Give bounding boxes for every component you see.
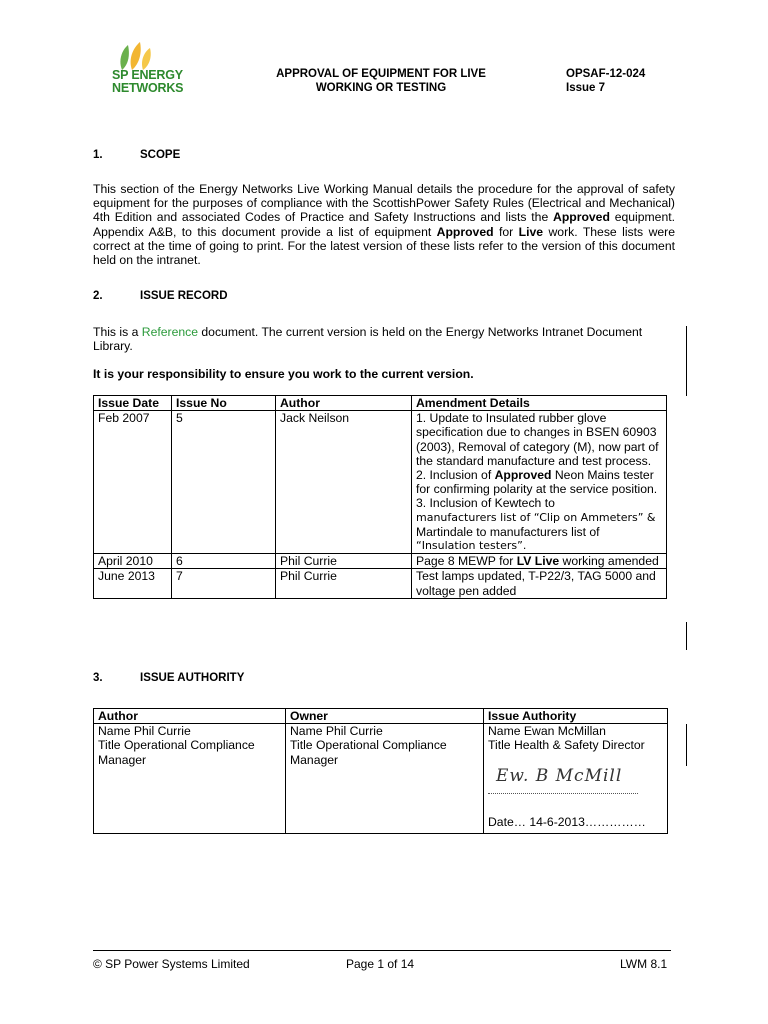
issue-record-paragraph: This is a Reference document. The current version is held on the Energy Networks Intranet Document Library.	[93, 325, 643, 354]
table-row: Feb 2007 5 Jack Neilson 1. Update to Insulated rubber glove specification due to changes in BSEN 60903 (2003), Removal of category (M), now part of the standard manufacture and test process. 2. Inclusion of Approved Neon Mains tester for confirming polarity at the service position. 3. Inclusion of Kewtech to manufacturers list of “Clip on Ammeters” & Martindale to manufacturers list of “Insulation testers”.	[94, 411, 667, 554]
title-line-2: WORKING OR TESTING	[315, 82, 447, 94]
section-2-title: ISSUE RECORD	[140, 290, 228, 302]
signature-area	[488, 753, 663, 815]
issue-number: Issue 7	[566, 82, 605, 94]
table-row: Name Phil Currie Title Operational Compliance Manager Name Phil Currie Title Operational Compliance Manager Name Ewan McMillan Title Health & Safety Director Ew. B McMill Date… 14-6-2013……………	[94, 724, 668, 834]
issue-record-table	[93, 395, 667, 599]
signature-date: Date… 14-6-2013……………	[488, 814, 646, 829]
logo-wordmark	[112, 69, 183, 94]
col-issue-no: Issue No	[172, 396, 276, 411]
col-issue-authority: Issue Authority	[484, 709, 668, 724]
company-logo	[112, 42, 212, 98]
footer-manual-ref: LWM 8.1	[620, 957, 668, 971]
section-1-number: 1.	[93, 149, 103, 161]
responsibility-statement: It is your responsibility to ensure you work to the current version.	[93, 367, 474, 381]
col-issue-date: Issue Date	[94, 396, 172, 411]
revision-bar	[686, 622, 687, 650]
issue-authority-table	[93, 708, 668, 834]
document-reference	[566, 67, 645, 95]
table-header-row	[94, 709, 668, 724]
revision-bar	[686, 326, 687, 396]
logo-line-1: SP ENERGY	[112, 68, 183, 82]
col-author: Author	[276, 396, 412, 411]
signature: Ew. B McMill	[496, 765, 623, 786]
table-row: April 2010 6 Phil Currie Page 8 MEWP for LV Live working amended	[94, 554, 667, 569]
footer-copyright: © SP Power Systems Limited	[93, 957, 250, 971]
reference-link[interactable]: Reference	[141, 325, 198, 339]
document-title	[262, 67, 500, 95]
amendment-details-cell: 1. Update to Insulated rubber glove specification due to changes in BSEN 60903 (2003), Removal of category (M), now part of the standard manufacture and test process. 2. Inclusion of Approved Neon Mains tester for confirming polarity at the service position. 3. Inclusion of Kewtech to manufacturers list of “Clip on Ammeters” & Martindale to manufacturers list of “Insulation testers”.	[412, 411, 667, 554]
title-line-1: APPROVAL OF EQUIPMENT FOR LIVE	[276, 68, 486, 80]
col-author: Author	[94, 709, 286, 724]
revision-bar	[686, 724, 687, 766]
col-owner: Owner	[286, 709, 484, 724]
signature-line	[488, 793, 638, 794]
scope-paragraph: This section of the Energy Networks Live Working Manual details the procedure for the approval of safety equipment for the purposes of compliance with the ScottishPower Safety Rules (Electrical and Mechanical) 4th Edition and associated Codes of Practice and Safety Instructions and lists the Approved equipment. Appendix A&B, to this document provide a list of equipment Approved for Live work. These lists were correct at the time of going to print. For the latest version of these lists refer to the version of this document held on the intranet.	[93, 182, 676, 268]
footer-page-number: Page 1 of 14	[346, 957, 415, 971]
doc-ref: OPSAF-12-024	[566, 68, 646, 80]
footer-rule	[93, 950, 671, 951]
section-1-title: SCOPE	[140, 149, 181, 161]
table-row: June 2013 7 Phil Currie Test lamps updated, T-P22/3, TAG 5000 and voltage pen added	[94, 569, 667, 598]
section-3-title: ISSUE AUTHORITY	[140, 672, 245, 684]
table-header-row	[94, 396, 667, 411]
section-2-number: 2.	[93, 290, 103, 302]
logo-line-2: NETWORKS	[112, 80, 184, 95]
col-amendment-details: Amendment Details	[412, 396, 667, 411]
section-3-number: 3.	[93, 672, 103, 684]
